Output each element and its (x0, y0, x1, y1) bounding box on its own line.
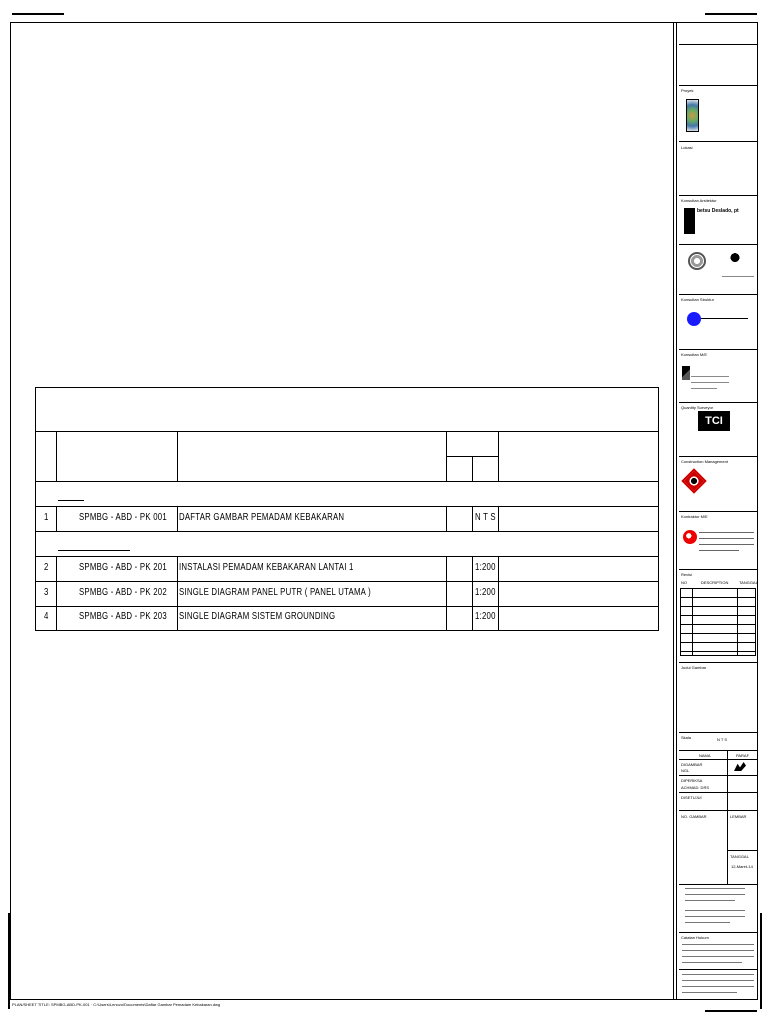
crop-mark (760, 913, 762, 1009)
label-konsultan-struktur: Konsultan Struktur (681, 297, 714, 302)
label-konsultan-arsitektur: Konsultan Arsitektur (681, 198, 717, 203)
me-firm-logo (682, 366, 690, 380)
diperiksa-name: ACHMAD. DRS (681, 785, 710, 790)
table-row-title: DAFTAR GAMBAR PEMADAM KEBAKARAN (179, 512, 345, 523)
legal-text-line (682, 992, 737, 993)
legal-text-line (682, 950, 754, 951)
title-block-divider (673, 22, 677, 1000)
me-firm-text-line (691, 388, 717, 389)
table-row-scale: 1:200 (475, 562, 496, 573)
signature-icon (734, 762, 746, 771)
label-judul-gambar: Judul Gambar (681, 665, 707, 670)
notes-text-line (685, 922, 730, 923)
rev-col-no: NO (681, 580, 687, 585)
legal-text-line (682, 956, 754, 957)
label-diperiksa: DIPERIKSA (681, 778, 703, 783)
blue-dot-logo (687, 312, 701, 326)
legal-text-line (682, 980, 754, 981)
table-row-title: SINGLE DIAGRAM SISTEM GROUNDING (179, 611, 336, 622)
round-seal-icon (688, 252, 706, 270)
table-row-no: 3 (44, 587, 49, 598)
legal-text-line (682, 986, 754, 987)
rev-col-tanggal: TANGGAL (739, 580, 758, 585)
label-kontraktor-me: Kontraktor M/E (681, 514, 708, 519)
arch-firm-name: betsu Deslado, pt (697, 208, 739, 214)
label-no-gambar: NO. GAMBAR (681, 814, 707, 819)
revision-grid-col (737, 588, 738, 656)
label-catatan-hukum: Catatan Hukum (681, 935, 709, 940)
drawing-list-table (35, 387, 659, 631)
table-row-no: 4 (44, 611, 49, 622)
label-revisi: Revisi (681, 572, 692, 577)
lembar-divider (727, 850, 757, 851)
revision-grid-col (692, 588, 693, 656)
label-tanggal: TANGGAL (730, 854, 749, 859)
tanggal-value: 12-Maret-14 (731, 864, 753, 869)
table-row-code: SPMBG - ABD - PK 202 (79, 587, 167, 598)
blue-dot-logo-line (701, 318, 748, 319)
notes-text-line (685, 888, 745, 889)
section-underline (58, 500, 84, 501)
contractor-text-line (699, 532, 754, 533)
col-paraf: PARAF (736, 753, 750, 758)
skala-value: N T S (717, 737, 728, 742)
contractor-text-line (699, 550, 739, 551)
arch-firm-logo (684, 208, 695, 234)
label-lembar: LEMBAR (730, 814, 747, 819)
legal-text-line (682, 962, 742, 963)
table-row-scale: N T S (475, 512, 496, 523)
me-firm-text-line (691, 376, 729, 377)
me-firm-text-line (691, 382, 729, 383)
table-row-title: INSTALASI PEMADAM KEBAKARAN LANTAI 1 (179, 562, 354, 573)
label-disetujui: DISETUJUI (681, 795, 702, 800)
table-row-code: SPMBG - ABD - PK 001 (79, 512, 167, 523)
title-block (679, 22, 757, 1000)
label-construction-management: Construction Management (681, 459, 728, 464)
table-row-scale: 1:200 (475, 611, 496, 622)
table-row-code: SPMBG - ABD - PK 203 (79, 611, 167, 622)
label-quantity-surveyor: Quantity Surveyor (681, 405, 714, 410)
notes-text-line (685, 910, 745, 911)
label-proyek: Proyek (681, 88, 694, 93)
table-row-no: 2 (44, 562, 49, 573)
emblem-caption-line (722, 276, 754, 277)
contractor-text-line (699, 544, 754, 545)
project-logo (686, 99, 699, 132)
qs-firm-logo: TCI (698, 411, 730, 431)
cm-diamond-logo (681, 468, 706, 493)
notes-text-line (685, 900, 735, 901)
digambar-name: NGL (681, 768, 690, 773)
contractor-logo (683, 530, 697, 544)
table-row-no: 1 (44, 512, 49, 523)
emblem-icon (730, 252, 740, 266)
col-nama: NAMA (699, 753, 711, 758)
table-row-title: SINGLE DIAGRAM PANEL PUTR ( PANEL UTAMA ) (179, 587, 371, 598)
notes-text-line (685, 894, 745, 895)
legal-text-line (682, 974, 754, 975)
notes-text-line (685, 916, 745, 917)
table-row-code: SPMBG - ABD - PK 201 (79, 562, 167, 573)
label-digambar: DIGAMBAR (681, 762, 703, 767)
section-underline (58, 550, 130, 551)
legal-text-line (682, 944, 754, 945)
contractor-text-line (699, 538, 754, 539)
rev-col-description: DESCRIPTION (701, 580, 729, 585)
crop-mark (705, 13, 757, 15)
label-konsultan-me: Konsultan M/E (681, 352, 708, 357)
table-row-scale: 1:200 (475, 587, 496, 598)
label-lokasi: Lokasi (681, 145, 693, 150)
crop-mark (705, 1010, 757, 1012)
crop-mark (12, 13, 64, 15)
no-gambar-divider (727, 810, 728, 884)
label-skala: Skala (681, 735, 692, 740)
plot-footer: PLAN/SHEET TITLE: SPMBG-ABD-PK-001 · C:\Users\Lenovo\Documents\Daftar Gambar Pemadam Kebakaran.dwg (12, 1002, 221, 1007)
nama-paraf-divider (727, 750, 728, 810)
